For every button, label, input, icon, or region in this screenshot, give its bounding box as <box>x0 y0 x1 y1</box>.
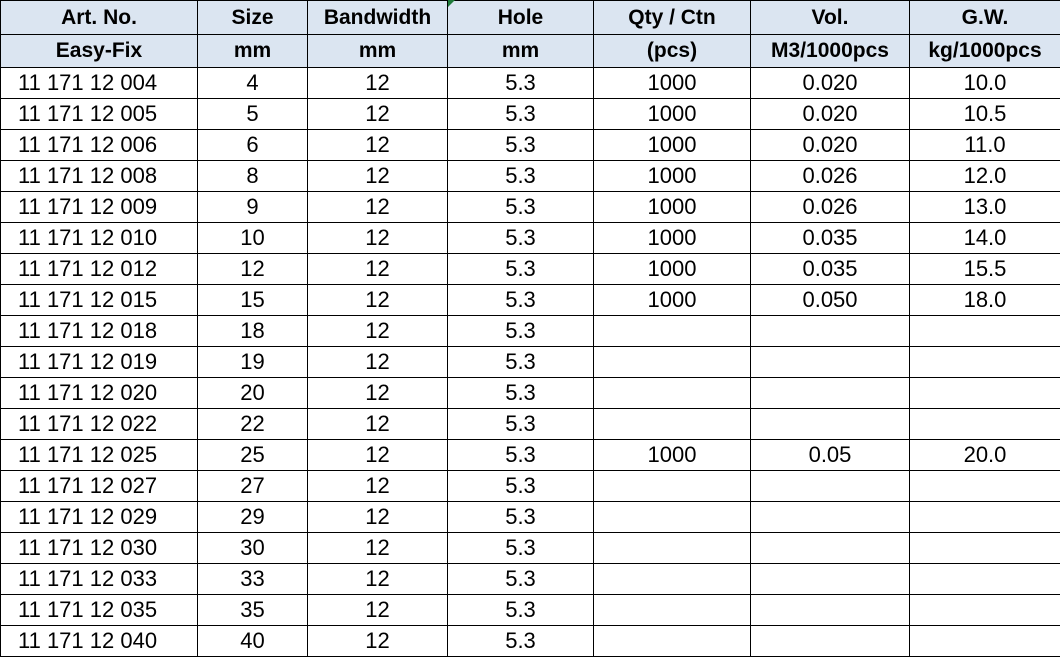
cell-size: 25 <box>198 440 308 471</box>
cell-gw: 10.0 <box>910 68 1060 99</box>
table-header <box>1 1 1060 68</box>
cell-vol <box>751 471 910 502</box>
cell-bandwidth: 12 <box>308 130 448 161</box>
cell-bandwidth: 12 <box>308 99 448 130</box>
table-row <box>1 99 1060 130</box>
cell-size: 10 <box>198 223 308 254</box>
cell-hole: 5.3 <box>448 564 594 595</box>
cell-art-no: 11 171 12 030 <box>1 533 198 564</box>
cell-qty-ctn <box>594 595 751 626</box>
header-qty-ctn: Qty / Ctn <box>594 1 751 35</box>
cell-vol: 0.035 <box>751 254 910 285</box>
cell-gw <box>910 316 1060 347</box>
cell-size: 8 <box>198 161 308 192</box>
table-row <box>1 378 1060 409</box>
cell-qty-ctn <box>594 471 751 502</box>
cell-gw <box>910 409 1060 440</box>
table-row <box>1 254 1060 285</box>
cell-bandwidth: 12 <box>308 347 448 378</box>
cell-bandwidth: 12 <box>308 440 448 471</box>
cell-gw: 11.0 <box>910 130 1060 161</box>
cell-hole: 5.3 <box>448 161 594 192</box>
cell-vol: 0.050 <box>751 285 910 316</box>
cell-bandwidth: 12 <box>308 316 448 347</box>
cell-qty-ctn: 1000 <box>594 130 751 161</box>
cell-size: 27 <box>198 471 308 502</box>
cell-art-no: 11 171 12 020 <box>1 378 198 409</box>
cell-gw <box>910 471 1060 502</box>
cell-vol <box>751 316 910 347</box>
cell-qty-ctn: 1000 <box>594 192 751 223</box>
cell-bandwidth: 12 <box>308 409 448 440</box>
cell-hole: 5.3 <box>448 192 594 223</box>
cell-art-no: 11 171 12 035 <box>1 595 198 626</box>
cell-bandwidth: 12 <box>308 161 448 192</box>
table-row <box>1 192 1060 223</box>
cell-hole: 5.3 <box>448 471 594 502</box>
header-row-units <box>1 35 1060 68</box>
cell-art-no: 11 171 12 012 <box>1 254 198 285</box>
cell-bandwidth: 12 <box>308 626 448 657</box>
cell-hole: 5.3 <box>448 130 594 161</box>
table-row <box>1 347 1060 378</box>
cell-gw: 14.0 <box>910 223 1060 254</box>
cell-bandwidth: 12 <box>308 378 448 409</box>
cell-gw <box>910 502 1060 533</box>
cell-hole: 5.3 <box>448 595 594 626</box>
cell-art-no: 11 171 12 022 <box>1 409 198 440</box>
cell-size: 18 <box>198 316 308 347</box>
cell-size: 20 <box>198 378 308 409</box>
cell-vol <box>751 347 910 378</box>
cell-note-marker <box>448 0 455 7</box>
cell-art-no: 11 171 12 033 <box>1 564 198 595</box>
cell-art-no: 11 171 12 025 <box>1 440 198 471</box>
cell-art-no: 11 171 12 018 <box>1 316 198 347</box>
cell-bandwidth: 12 <box>308 223 448 254</box>
cell-hole: 5.3 <box>448 409 594 440</box>
header-gw: G.W. <box>910 1 1060 35</box>
cell-gw <box>910 626 1060 657</box>
cell-bandwidth: 12 <box>308 192 448 223</box>
cell-hole: 5.3 <box>448 285 594 316</box>
cell-art-no: 11 171 12 008 <box>1 161 198 192</box>
cell-size: 29 <box>198 502 308 533</box>
cell-gw: 13.0 <box>910 192 1060 223</box>
cell-bandwidth: 12 <box>308 68 448 99</box>
cell-qty-ctn <box>594 533 751 564</box>
cell-art-no: 11 171 12 040 <box>1 626 198 657</box>
cell-size: 4 <box>198 68 308 99</box>
cell-qty-ctn: 1000 <box>594 254 751 285</box>
header-art-no: Art. No. <box>1 1 198 35</box>
table-row <box>1 130 1060 161</box>
cell-qty-ctn <box>594 347 751 378</box>
cell-art-no: 11 171 12 010 <box>1 223 198 254</box>
table-row <box>1 471 1060 502</box>
header-size: Size <box>198 1 308 35</box>
table-row <box>1 626 1060 657</box>
cell-bandwidth: 12 <box>308 595 448 626</box>
cell-vol <box>751 533 910 564</box>
cell-bandwidth: 12 <box>308 254 448 285</box>
header-bandwidth: Bandwidth <box>308 1 448 35</box>
cell-hole: 5.3 <box>448 440 594 471</box>
cell-vol: 0.026 <box>751 161 910 192</box>
cell-qty-ctn: 1000 <box>594 440 751 471</box>
cell-gw: 12.0 <box>910 161 1060 192</box>
cell-hole: 5.3 <box>448 533 594 564</box>
header-row-titles <box>1 1 1060 35</box>
table-row <box>1 409 1060 440</box>
cell-vol <box>751 502 910 533</box>
header-bandwidth-unit: mm <box>308 35 448 68</box>
cell-vol <box>751 378 910 409</box>
header-easy-fix: Easy-Fix <box>1 35 198 68</box>
header-size-unit: mm <box>198 35 308 68</box>
cell-vol: 0.020 <box>751 68 910 99</box>
table-body <box>1 68 1060 657</box>
table-row <box>1 440 1060 471</box>
cell-bandwidth: 12 <box>308 533 448 564</box>
cell-vol <box>751 409 910 440</box>
cell-art-no: 11 171 12 015 <box>1 285 198 316</box>
cell-gw <box>910 595 1060 626</box>
cell-vol <box>751 626 910 657</box>
cell-vol: 0.020 <box>751 99 910 130</box>
cell-hole: 5.3 <box>448 223 594 254</box>
cell-size: 9 <box>198 192 308 223</box>
cell-size: 22 <box>198 409 308 440</box>
header-hole: Hole <box>448 1 594 35</box>
cell-bandwidth: 12 <box>308 285 448 316</box>
table-row <box>1 564 1060 595</box>
header-qty-unit: (pcs) <box>594 35 751 68</box>
cell-art-no: 11 171 12 029 <box>1 502 198 533</box>
table-row <box>1 533 1060 564</box>
cell-qty-ctn: 1000 <box>594 223 751 254</box>
cell-size: 19 <box>198 347 308 378</box>
cell-hole: 5.3 <box>448 99 594 130</box>
table-row <box>1 595 1060 626</box>
cell-vol: 0.035 <box>751 223 910 254</box>
cell-qty-ctn: 1000 <box>594 161 751 192</box>
cell-bandwidth: 12 <box>308 502 448 533</box>
cell-art-no: 11 171 12 019 <box>1 347 198 378</box>
cell-gw <box>910 533 1060 564</box>
cell-hole: 5.3 <box>448 316 594 347</box>
cell-gw: 18.0 <box>910 285 1060 316</box>
cell-vol <box>751 564 910 595</box>
cell-size: 15 <box>198 285 308 316</box>
cell-vol <box>751 595 910 626</box>
cell-size: 30 <box>198 533 308 564</box>
cell-size: 40 <box>198 626 308 657</box>
cell-art-no: 11 171 12 027 <box>1 471 198 502</box>
cell-size: 6 <box>198 130 308 161</box>
cell-qty-ctn <box>594 409 751 440</box>
cell-hole: 5.3 <box>448 347 594 378</box>
cell-gw <box>910 378 1060 409</box>
cell-vol: 0.020 <box>751 130 910 161</box>
cell-gw: 10.5 <box>910 99 1060 130</box>
header-gw-unit: kg/1000pcs <box>910 35 1060 68</box>
cell-qty-ctn: 1000 <box>594 285 751 316</box>
cell-gw <box>910 564 1060 595</box>
cell-qty-ctn <box>594 316 751 347</box>
cell-qty-ctn: 1000 <box>594 68 751 99</box>
cell-bandwidth: 12 <box>308 564 448 595</box>
cell-art-no: 11 171 12 009 <box>1 192 198 223</box>
table-row <box>1 68 1060 99</box>
cell-hole: 5.3 <box>448 68 594 99</box>
cell-qty-ctn <box>594 564 751 595</box>
cell-qty-ctn <box>594 502 751 533</box>
cell-qty-ctn <box>594 626 751 657</box>
table-row <box>1 223 1060 254</box>
cell-qty-ctn: 1000 <box>594 99 751 130</box>
header-vol-unit: M3/1000pcs <box>751 35 910 68</box>
cell-size: 33 <box>198 564 308 595</box>
table-row <box>1 161 1060 192</box>
table-row <box>1 502 1060 533</box>
cell-gw: 15.5 <box>910 254 1060 285</box>
cell-gw <box>910 347 1060 378</box>
cell-vol: 0.026 <box>751 192 910 223</box>
cell-art-no: 11 171 12 006 <box>1 130 198 161</box>
cell-gw: 20.0 <box>910 440 1060 471</box>
cell-bandwidth: 12 <box>308 471 448 502</box>
cell-hole: 5.3 <box>448 626 594 657</box>
cell-hole: 5.3 <box>448 378 594 409</box>
header-vol: Vol. <box>751 1 910 35</box>
table-row <box>1 285 1060 316</box>
cell-vol: 0.05 <box>751 440 910 471</box>
cell-art-no: 11 171 12 004 <box>1 68 198 99</box>
table-row <box>1 316 1060 347</box>
cell-size: 12 <box>198 254 308 285</box>
cell-qty-ctn <box>594 378 751 409</box>
header-hole-unit: mm <box>448 35 594 68</box>
cell-art-no: 11 171 12 005 <box>1 99 198 130</box>
cell-hole: 5.3 <box>448 502 594 533</box>
cell-hole: 5.3 <box>448 254 594 285</box>
cell-size: 35 <box>198 595 308 626</box>
cell-size: 5 <box>198 99 308 130</box>
